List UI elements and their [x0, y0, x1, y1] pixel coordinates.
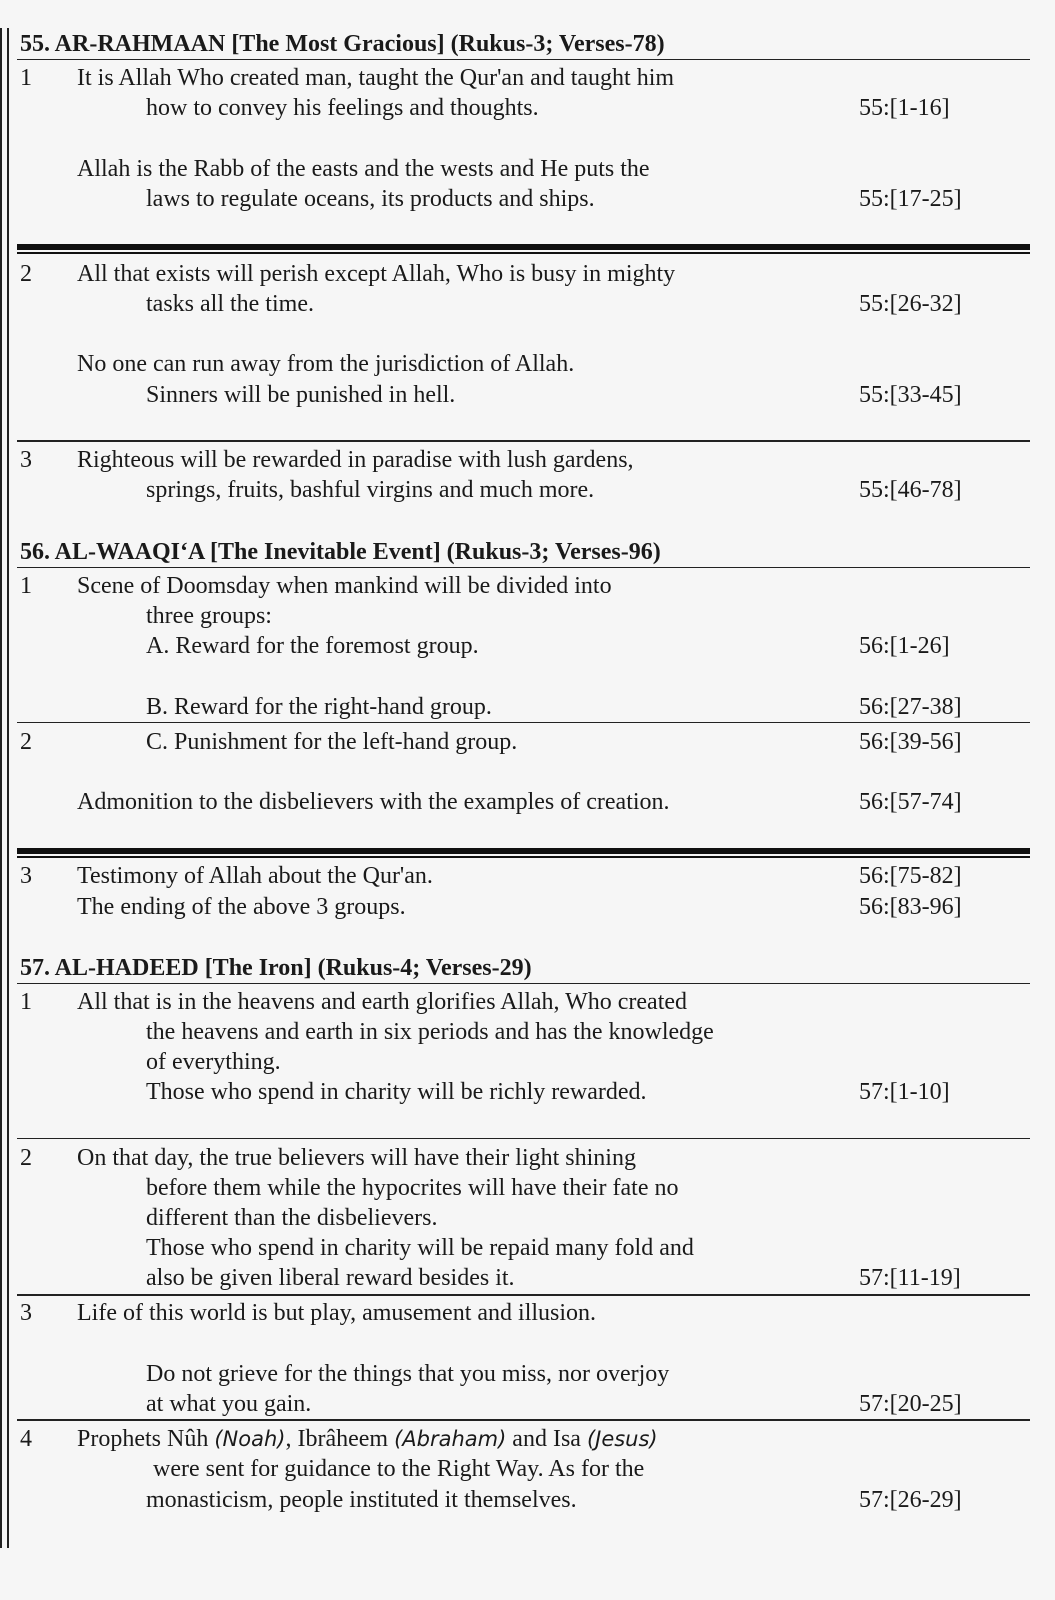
- ruku-number: 3: [20, 1300, 32, 1326]
- ruku-number: 1: [20, 573, 32, 599]
- summary-line: All that is in the heavens and earth glorifies Allah, Who created: [77, 989, 688, 1015]
- summary-line: Those who spend in charity will be repaid many fold and: [146, 1235, 694, 1261]
- summary-line: at what you gain.: [146, 1391, 312, 1417]
- thick-divider: [17, 848, 1030, 854]
- verse-reference: 56:[83-96]: [859, 894, 962, 920]
- verse-reference: 56:[75-82]: [859, 863, 962, 889]
- ruku-number: 2: [20, 729, 32, 755]
- summary-line: All that exists will perish except Allah, Who is busy in mighty: [77, 261, 676, 287]
- thick-divider: [17, 856, 1030, 858]
- summary-line: Righteous will be rewarded in paradise with lush gardens,: [77, 447, 634, 473]
- verse-reference: 57:[1-10]: [859, 1079, 950, 1105]
- summary-line: before them while the hypocrites will have their fate no: [146, 1175, 679, 1201]
- italic-gloss: (Noah): [214, 1427, 286, 1451]
- summary-line: laws to regulate oceans, its products and ships.: [146, 186, 595, 212]
- summary-line: the heavens and earth in six periods and has the knowledge: [146, 1019, 714, 1045]
- divider: [17, 1419, 1030, 1421]
- verse-reference: 55:[1-16]: [859, 95, 950, 121]
- summary-line: also be given liberal reward besides it.: [146, 1265, 515, 1291]
- thick-divider: [17, 244, 1030, 250]
- summary-line: Admonition to the disbelievers with the examples of creation.: [77, 789, 670, 815]
- italic-gloss: (Abraham): [394, 1427, 507, 1451]
- divider: [17, 1294, 1030, 1296]
- verse-reference: 55:[46-78]: [859, 477, 962, 503]
- summary-line: No one can run away from the jurisdiction of Allah.: [77, 351, 575, 377]
- divider: [17, 983, 1030, 984]
- verse-reference: 56:[1-26]: [859, 633, 950, 659]
- surah-heading: 56. AL-WAAQI‘A [The Inevitable Event] (Rukus-3; Verses-96): [20, 539, 661, 565]
- verse-reference: 55:[17-25]: [859, 186, 962, 212]
- line-fragment: and Isa: [506, 1426, 587, 1452]
- summary-line: Testimony of Allah about the Qur'an.: [77, 863, 433, 889]
- thick-divider: [17, 252, 1030, 254]
- left-margin-rule: [0, 28, 2, 1548]
- ruku-number: 2: [20, 1145, 32, 1171]
- summary-line: Sinners will be punished in hell.: [146, 382, 456, 408]
- summary-line: C. Punishment for the left-hand group.: [146, 729, 518, 755]
- summary-line: The ending of the above 3 groups.: [77, 894, 406, 920]
- summary-line: Those who spend in charity will be richly rewarded.: [146, 1079, 647, 1105]
- divider: [17, 59, 1030, 60]
- summary-line: A. Reward for the foremost group.: [146, 633, 479, 659]
- left-margin-rule: [7, 28, 9, 1548]
- verse-reference: 55:[33-45]: [859, 382, 962, 408]
- summary-line: how to convey his feelings and thoughts.: [146, 95, 539, 121]
- summary-line: tasks all the time.: [146, 291, 314, 317]
- surah-heading: 55. AR-RAHMAAN [The Most Gracious] (Rukus-3; Verses-78): [20, 31, 665, 57]
- line-fragment: , Ibrâheem: [285, 1426, 395, 1452]
- verse-reference: 56:[39-56]: [859, 729, 962, 755]
- summary-line: On that day, the true believers will have their light shining: [77, 1145, 636, 1171]
- divider: [17, 440, 1030, 442]
- summary-line: Do not grieve for the things that you miss, nor overjoy: [146, 1361, 670, 1387]
- summary-line: Scene of Doomsday when mankind will be divided into: [77, 573, 612, 599]
- ruku-number: 2: [20, 261, 32, 287]
- verse-reference: 55:[26-32]: [859, 291, 962, 317]
- summary-line: B. Reward for the right-hand group.: [146, 694, 492, 720]
- divider: [17, 722, 1030, 723]
- verse-reference: 57:[11-19]: [859, 1265, 961, 1291]
- summary-line: three groups:: [146, 603, 272, 629]
- ruku-number: 4: [20, 1426, 32, 1452]
- summary-line: Allah is the Rabb of the easts and the wests and He puts the: [77, 156, 650, 182]
- verse-reference: 56:[27-38]: [859, 694, 962, 720]
- surah-heading: 57. AL-HADEED [The Iron] (Rukus-4; Verses-29): [20, 955, 532, 981]
- ruku-number: 1: [20, 989, 32, 1015]
- ruku-number: 1: [20, 65, 32, 91]
- summary-line: springs, fruits, bashful virgins and much more.: [146, 477, 595, 503]
- ruku-number: 3: [20, 863, 32, 889]
- line-fragment: Prophets Nûh: [77, 1426, 215, 1452]
- summary-line: monasticism, people instituted it themselves.: [146, 1487, 577, 1513]
- summary-line: of everything.: [146, 1049, 281, 1075]
- summary-line: Life of this world is but play, amusement and illusion.: [77, 1300, 597, 1326]
- summary-line: different than the disbelievers.: [146, 1205, 438, 1231]
- divider: [17, 1138, 1030, 1139]
- summary-line: were sent for guidance to the Right Way. As for the: [153, 1456, 645, 1482]
- divider: [17, 567, 1030, 568]
- summary-line: [77, 1425, 658, 1453]
- verse-reference: 57:[20-25]: [859, 1391, 962, 1417]
- italic-gloss: (Jesus): [586, 1427, 658, 1451]
- verse-reference: 56:[57-74]: [859, 789, 962, 815]
- summary-line: It is Allah Who created man, taught the Qur'an and taught him: [77, 65, 675, 91]
- ruku-number: 3: [20, 447, 32, 473]
- verse-reference: 57:[26-29]: [859, 1487, 962, 1513]
